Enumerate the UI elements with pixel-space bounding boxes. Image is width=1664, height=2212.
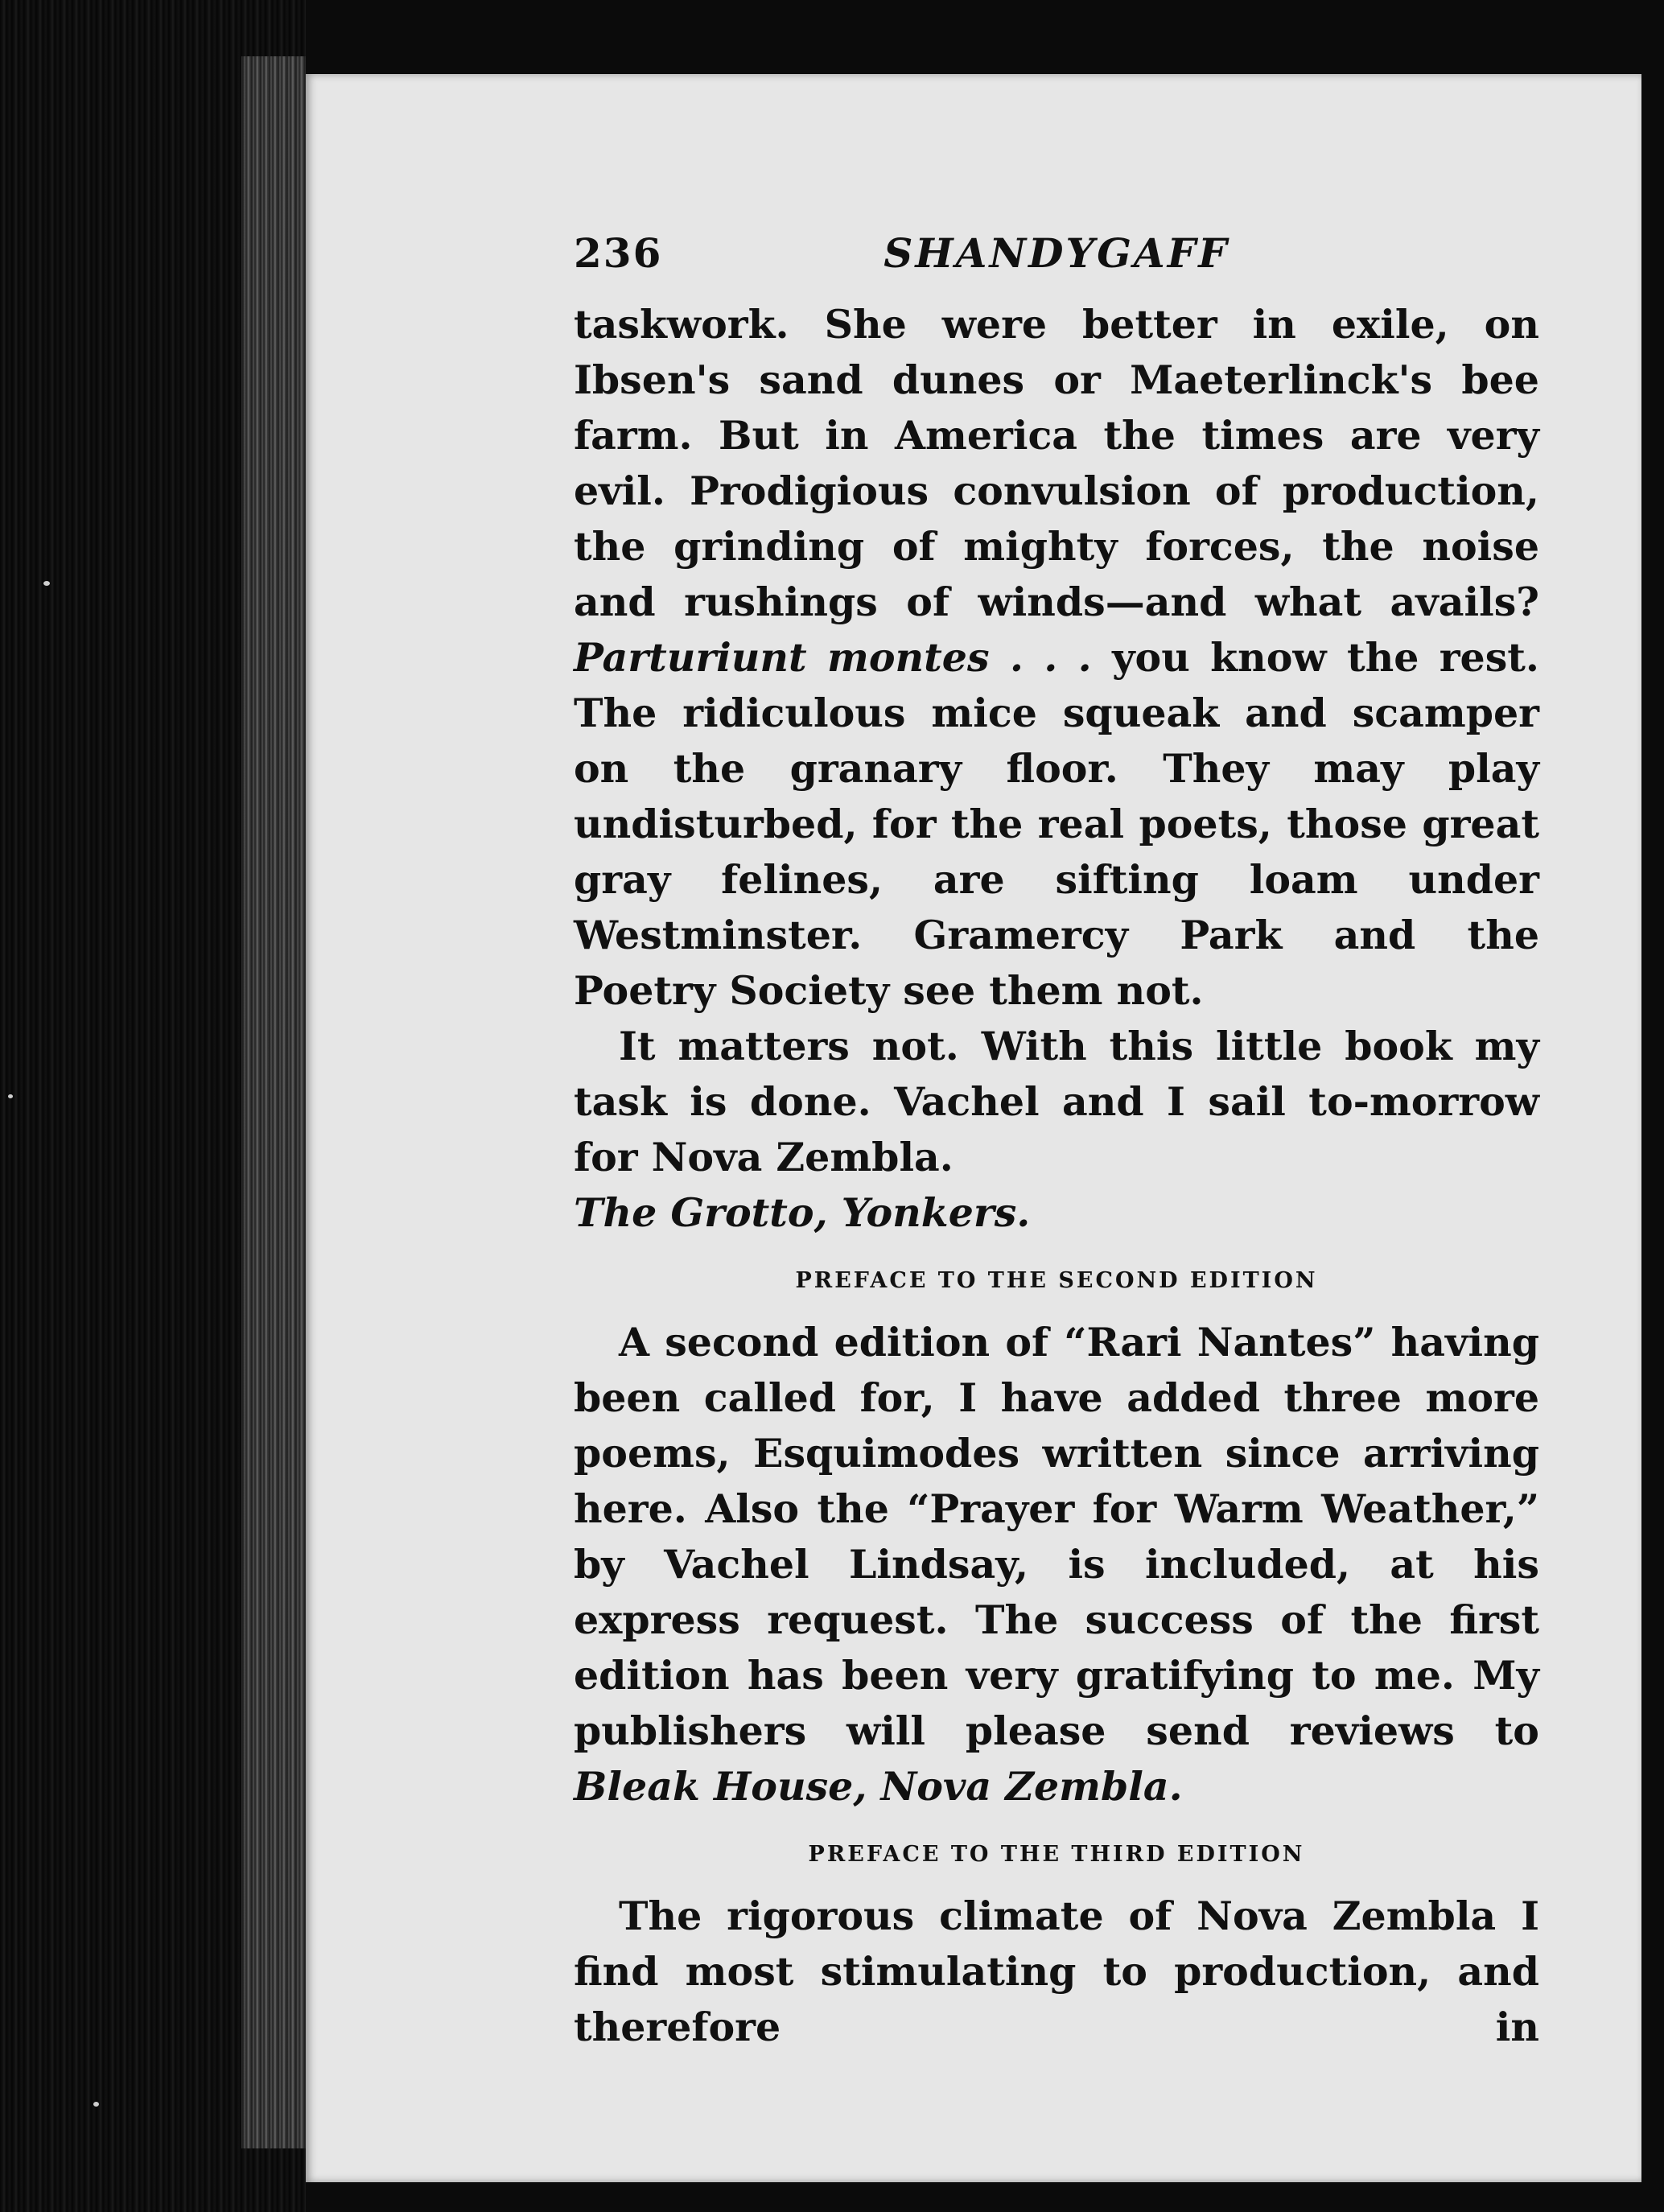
signature-line: The Grotto, Yonkers. — [574, 1189, 1031, 1236]
running-head — [574, 229, 1539, 286]
book-page — [306, 74, 1641, 2182]
page-edges — [241, 56, 306, 2148]
second-edition-heading: PREFACE TO THE SECOND EDITION — [795, 1268, 1318, 1293]
page-number: 236 — [574, 229, 663, 277]
page-text-block — [574, 229, 1539, 2055]
second-edition-body: A second edition of “Rari Nantes” having been called for, I have added three more poems, Esquimodes written since arriving here. Also the “Prayer for Warm Weather,” by Vachel Lindsay, is included, at his express request. The success of the first edition has been very gratifying to me. My publishers will please send reviews to — [574, 1319, 1539, 1754]
paragraph-continued — [574, 297, 1539, 1019]
scan-speck — [8, 1094, 13, 1098]
latin-quotation: Parturiunt montes . . . — [574, 634, 1113, 681]
third-edition-heading: PREFACE TO THE THIRD EDITION — [808, 1842, 1305, 1867]
running-title: SHANDYGAFF — [883, 229, 1229, 277]
paragraph-closing: It matters not. With this little book my task is done. Vachel and I sail to-morrow for Nova Zembla. — [574, 1023, 1539, 1180]
paragraph-continued-part-1: taskwork. She were better in exile, on Ibsen's sand dunes or Maeterlinck's bee farm. But in America the times are very evil. Prodigious convulsion of production, the grinding of mighty forces, the noise and rushings of winds—and what avails? — [574, 301, 1539, 625]
scan-speck — [93, 2102, 99, 2107]
paragraph-continued-part-2: you know the rest. The ridiculous mice squeak and scamper on the granary floor. They may play undisturbed, for the real poets, those great gray felines, are sifting loam under Westminster. Gramercy Park and the Poetry Society see them not. — [574, 634, 1539, 1014]
second-edition-address: Bleak House, Nova Zembla. — [574, 1763, 1183, 1810]
third-edition-paragraph: The rigorous climate of Nova Zembla I find most stimulating to production, and therefore in — [574, 1893, 1539, 2050]
scan-speck — [43, 581, 50, 586]
second-edition-paragraph — [574, 1315, 1539, 1814]
